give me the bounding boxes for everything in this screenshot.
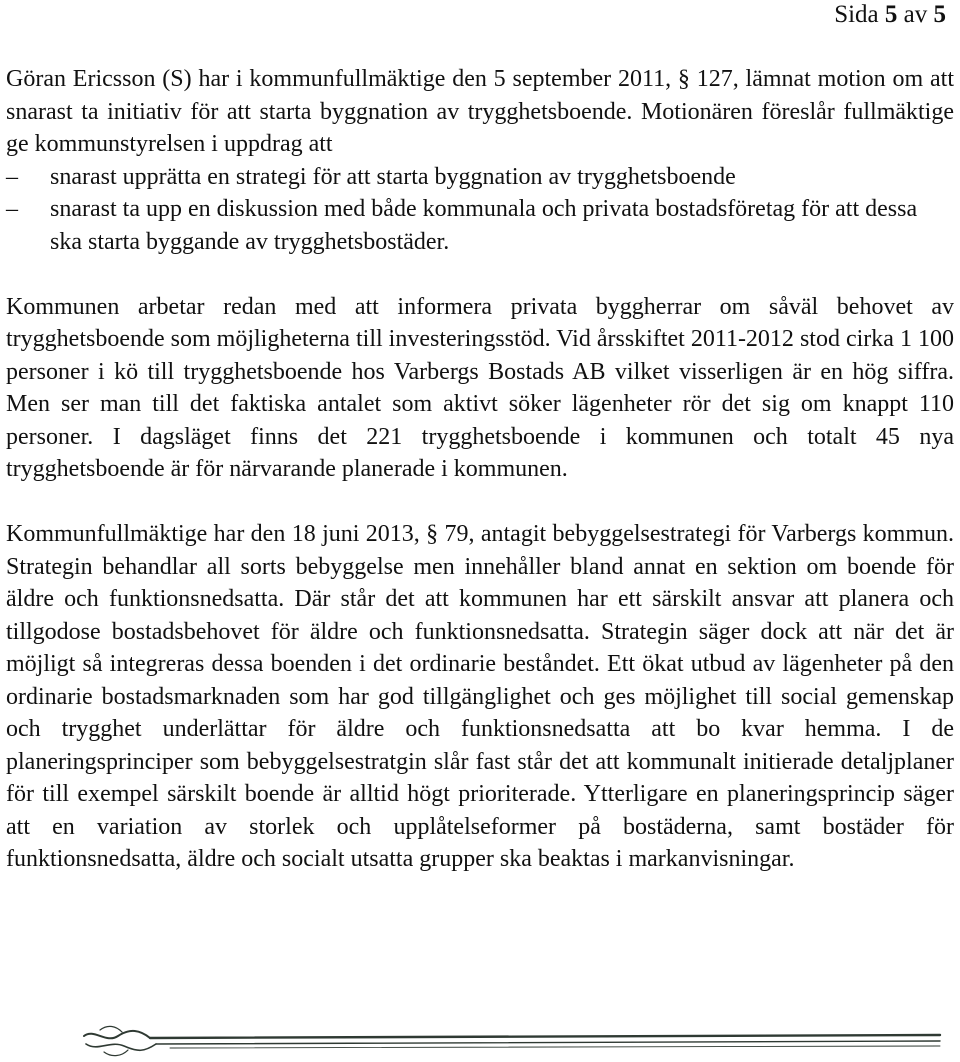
list-item-text: snarast ta upp en diskussion med både kommunala och privata bostadsföretag för att dessa ska starta byggande av trygghetsbostäder. — [50, 196, 918, 255]
list-item — [6, 193, 954, 258]
dash-bullet: – — [6, 196, 18, 222]
decorative-scroll-divider-icon — [80, 1022, 960, 1062]
page-of: av — [903, 1, 928, 28]
paragraph-current-work: Kommunen arbetar redan med att informera privata byggherrar om såväl behovet av trygghetsboende som möjligheterna till investeringsstöd. Vid årsskiftet 2011-2012 stod cirka 1 100 personer i kö till trygghetsboende hos Varbergs Bostads AB vilket visserligen är en hög siffra. Men ser man till det faktiska antalet som aktivt söker lägenheter rör det sig om knappt 110 personer. I dagsläget finns det 221 trygghetsboende i kommunen och totalt 45 nya trygghetsboende är för närvarande planerade i kommunen. — [6, 293, 954, 482]
document-body — [6, 63, 954, 876]
dash-bullet: – — [6, 163, 18, 190]
page-total: 5 — [933, 1, 946, 28]
paragraph-strategy: Kommunfullmäktige har den 18 juni 2013, § 79, antagit bebyggelsestrategi för Varbergs kommun. Strategin behandlar all sorts bebyggelse men innehåller bland annat en sektion om boende för äldre och funktionsnedsatta. Där står det att kommunen har ett särskilt ansvar att planera och tillgodose bostadsbehovet för äldre och funktionsnedsatta. Strategin säger dock att när det är möjligt så integreras dessa boenden i det ordinarie beståndet. Ett ökat utbud av lägenheter på den ordinarie bostadsmarknaden som har god tillgänglighet och ges möjlighet till social gemenskap och trygghet underlättar för äldre och funktionsnedsatta att bo kvar hemma. I de planeringsprinciper som bebyggelsestratgin slår fast står det att kommunalt initierade detaljplaner för till exempel särskilt boende är alltid högt prioriterade. Ytterligare en planeringsprincip säger att en variation av storlek och upplåtelseformer på bostäderna, samt bostäder för funktionsnedsatta, äldre och socialt utsatta grupper ska beaktas i markanvisningar. — [6, 521, 954, 872]
page-prefix: Sida — [834, 1, 879, 28]
paragraph-motion: Göran Ericsson (S) har i kommunfullmäktige den 5 september 2011, § 127, lämnat motion om att snarast ta initiativ för att starta byggnation av trygghetsboende. Motionären föreslår fullmäktige ge kommunstyrelsen i uppdrag att — [6, 66, 954, 157]
page-current: 5 — [884, 1, 898, 28]
proposal-list — [6, 161, 954, 259]
list-item — [6, 161, 954, 194]
page-number — [834, 0, 946, 30]
list-item-text: snarast upprätta en strategi för att starta byggnation av trygghetsboende — [50, 163, 736, 190]
